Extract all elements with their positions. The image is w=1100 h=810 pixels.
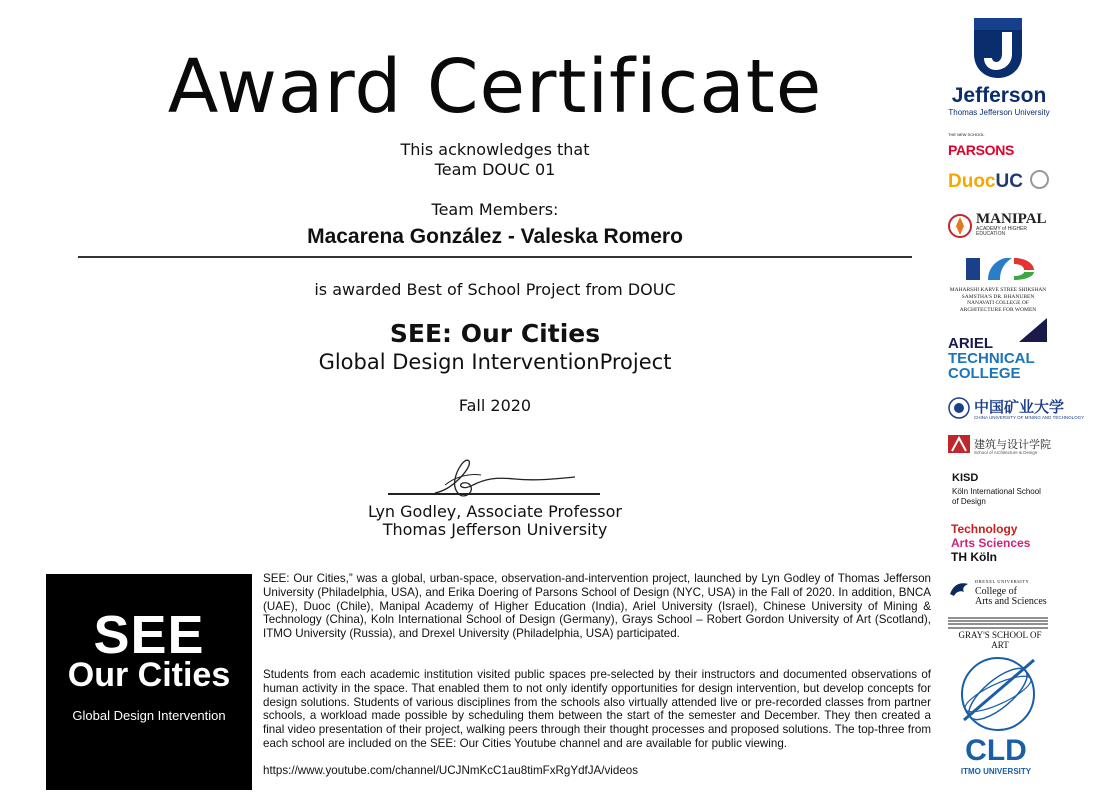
signer-organization: Thomas Jefferson University	[382, 520, 608, 539]
cumt-logo: 中国矿业大学	[974, 398, 1065, 416]
drexel-logo-line1: College of	[975, 586, 1017, 597]
team-members-label: Team Members:	[431, 200, 559, 219]
th-koln-line2: Arts Sciences	[951, 536, 1031, 550]
kisd-logo: KISD	[952, 472, 979, 484]
description-paragraph-2: Students from each academic institution visited public spaces pre-selected by their instructors and documented observations of human activity in the space. That enabled them to not only identify opportunities for design intervention, but develop concepts for design solutions. Students of various disciplines from the schools also virtually attended live or pre-recorded classes from partner schools, a workload made possible by scheduling them between the start of the semester and December. They then created a final video presentation of their project, walking peers through their thought processes and proposed solutions. The top-three from each school are included on the SEE: Our Cities Youtube channel and are available for public viewing.	[263, 668, 931, 750]
see-logo-line2: Our Cities	[67, 656, 231, 694]
see-logo-line1: SEE	[93, 605, 205, 665]
parsons-logo: PARSONS	[948, 142, 1015, 158]
drexel-logo-top: DREXEL UNIVERSITY	[975, 579, 1030, 584]
manipal-seal-icon	[948, 212, 972, 240]
cld-logo: CLD	[965, 734, 1027, 767]
ariel-logo-line2: TECHNICAL	[948, 350, 1035, 367]
see-our-cities-logo	[46, 574, 252, 790]
jefferson-logo-mark	[974, 18, 1022, 78]
kisd-logo-subtitle	[952, 487, 1041, 507]
ariel-logo	[948, 336, 1035, 381]
project-title: SEE: Our Cities	[389, 319, 601, 348]
team-name: Team DOUC 01	[434, 160, 556, 179]
team-members: Macarena González - Valeska Romero	[307, 225, 683, 248]
architecture-design-logo-mark	[948, 435, 970, 453]
th-koln-line3: TH Köln	[951, 550, 997, 564]
duoc-logo-a: Duoc	[948, 171, 996, 192]
duoc-logo-b: UC	[995, 171, 1023, 192]
ariel-logo-line3: COLLEGE	[948, 365, 1021, 382]
signature-image	[385, 455, 605, 505]
certificate-title: Award Certificate	[167, 44, 823, 130]
th-koln-logo	[951, 522, 1030, 564]
cumt-seal-icon	[948, 397, 970, 419]
parsons-logo-top: THE NEW SCHOOL	[948, 132, 985, 137]
ariel-logo-line1: ARIEL	[948, 335, 993, 352]
signature-line	[388, 493, 600, 495]
jefferson-logo-subtitle: Thomas Jefferson University	[948, 108, 1050, 117]
cumt-logo-subtitle: CHINA UNIVERSITY OF MINING AND TECHNOLOGY	[974, 415, 1085, 420]
cld-logo-mark	[950, 650, 1046, 738]
acknowledgement-text: This acknowledges that	[400, 140, 590, 159]
duoc-logo	[948, 171, 1023, 193]
architecture-design-logo-subtitle: School of Architecture & Design	[974, 450, 1038, 455]
manipal-logo: MANIPAL	[976, 211, 1047, 227]
drexel-dragon-icon	[948, 580, 970, 598]
grays-school-logo: GRAY'S SCHOOL OF ART	[958, 630, 1042, 650]
jefferson-logo-text: Jefferson	[951, 84, 1047, 107]
cld-logo-subtitle: ITMO UNIVERSITY	[960, 767, 1032, 776]
description-paragraph-1: SEE: Our Cities,” was a global, urban-space, observation-and-intervention project, launched by Lyn Godley of Thomas Jefferson University (Philadelphia, USA), and Erika Doering of Parsons School of Design (NYC, USA) in the Fall of 2020. In addition, BNCA (UAE), Duoc (Chile), Manipal Academy of Higher Education (India), Ariel University (Israel), Chinese University of Mining & Technology (China), Koln International School of Design (Germany), Grays School – Robert Gordon University of Art (Scotland), ITMO University (Russia), and Drexel University (Philadelphia, USA) participated.	[263, 572, 931, 641]
grays-school-logo-mark	[948, 612, 1048, 630]
th-koln-line1: Technology	[951, 522, 1018, 536]
drexel-logo-line2: Arts and Sciences	[975, 596, 1047, 607]
youtube-link[interactable]: https://www.youtube.com/channel/UCJNmKcC1au8timFxRgYdfJA/videos	[263, 764, 639, 777]
drexel-logo	[975, 577, 1047, 607]
kisd-subtitle-line1: Köln International School	[952, 487, 1041, 496]
bnca-logo-text: MAHARSHI KARVE STREE SHIKSHAN SAMSTHA'S DR. BHANUBEN NANAVATI COLLEGE OF ARCHITECTURE FOR WOMEN	[949, 287, 1047, 313]
duoc-seal-icon	[1030, 170, 1049, 189]
bnca-logo-mark	[966, 256, 1036, 282]
members-divider	[78, 256, 912, 258]
manipal-logo-subtitle: ACADEMY of HIGHER EDUCATION	[976, 226, 1028, 237]
project-subtitle: Global Design InterventionProject	[318, 350, 672, 374]
see-logo-line3: Global Design Intervention	[72, 708, 226, 723]
signer-name: Lyn Godley, Associate Professor	[368, 502, 622, 521]
award-text: is awarded Best of School Project from DOUC	[314, 280, 676, 299]
term-label: Fall 2020	[458, 396, 532, 415]
kisd-subtitle-line2: of Design	[952, 497, 986, 506]
architecture-design-logo: 建筑与设计学院	[974, 438, 1051, 451]
